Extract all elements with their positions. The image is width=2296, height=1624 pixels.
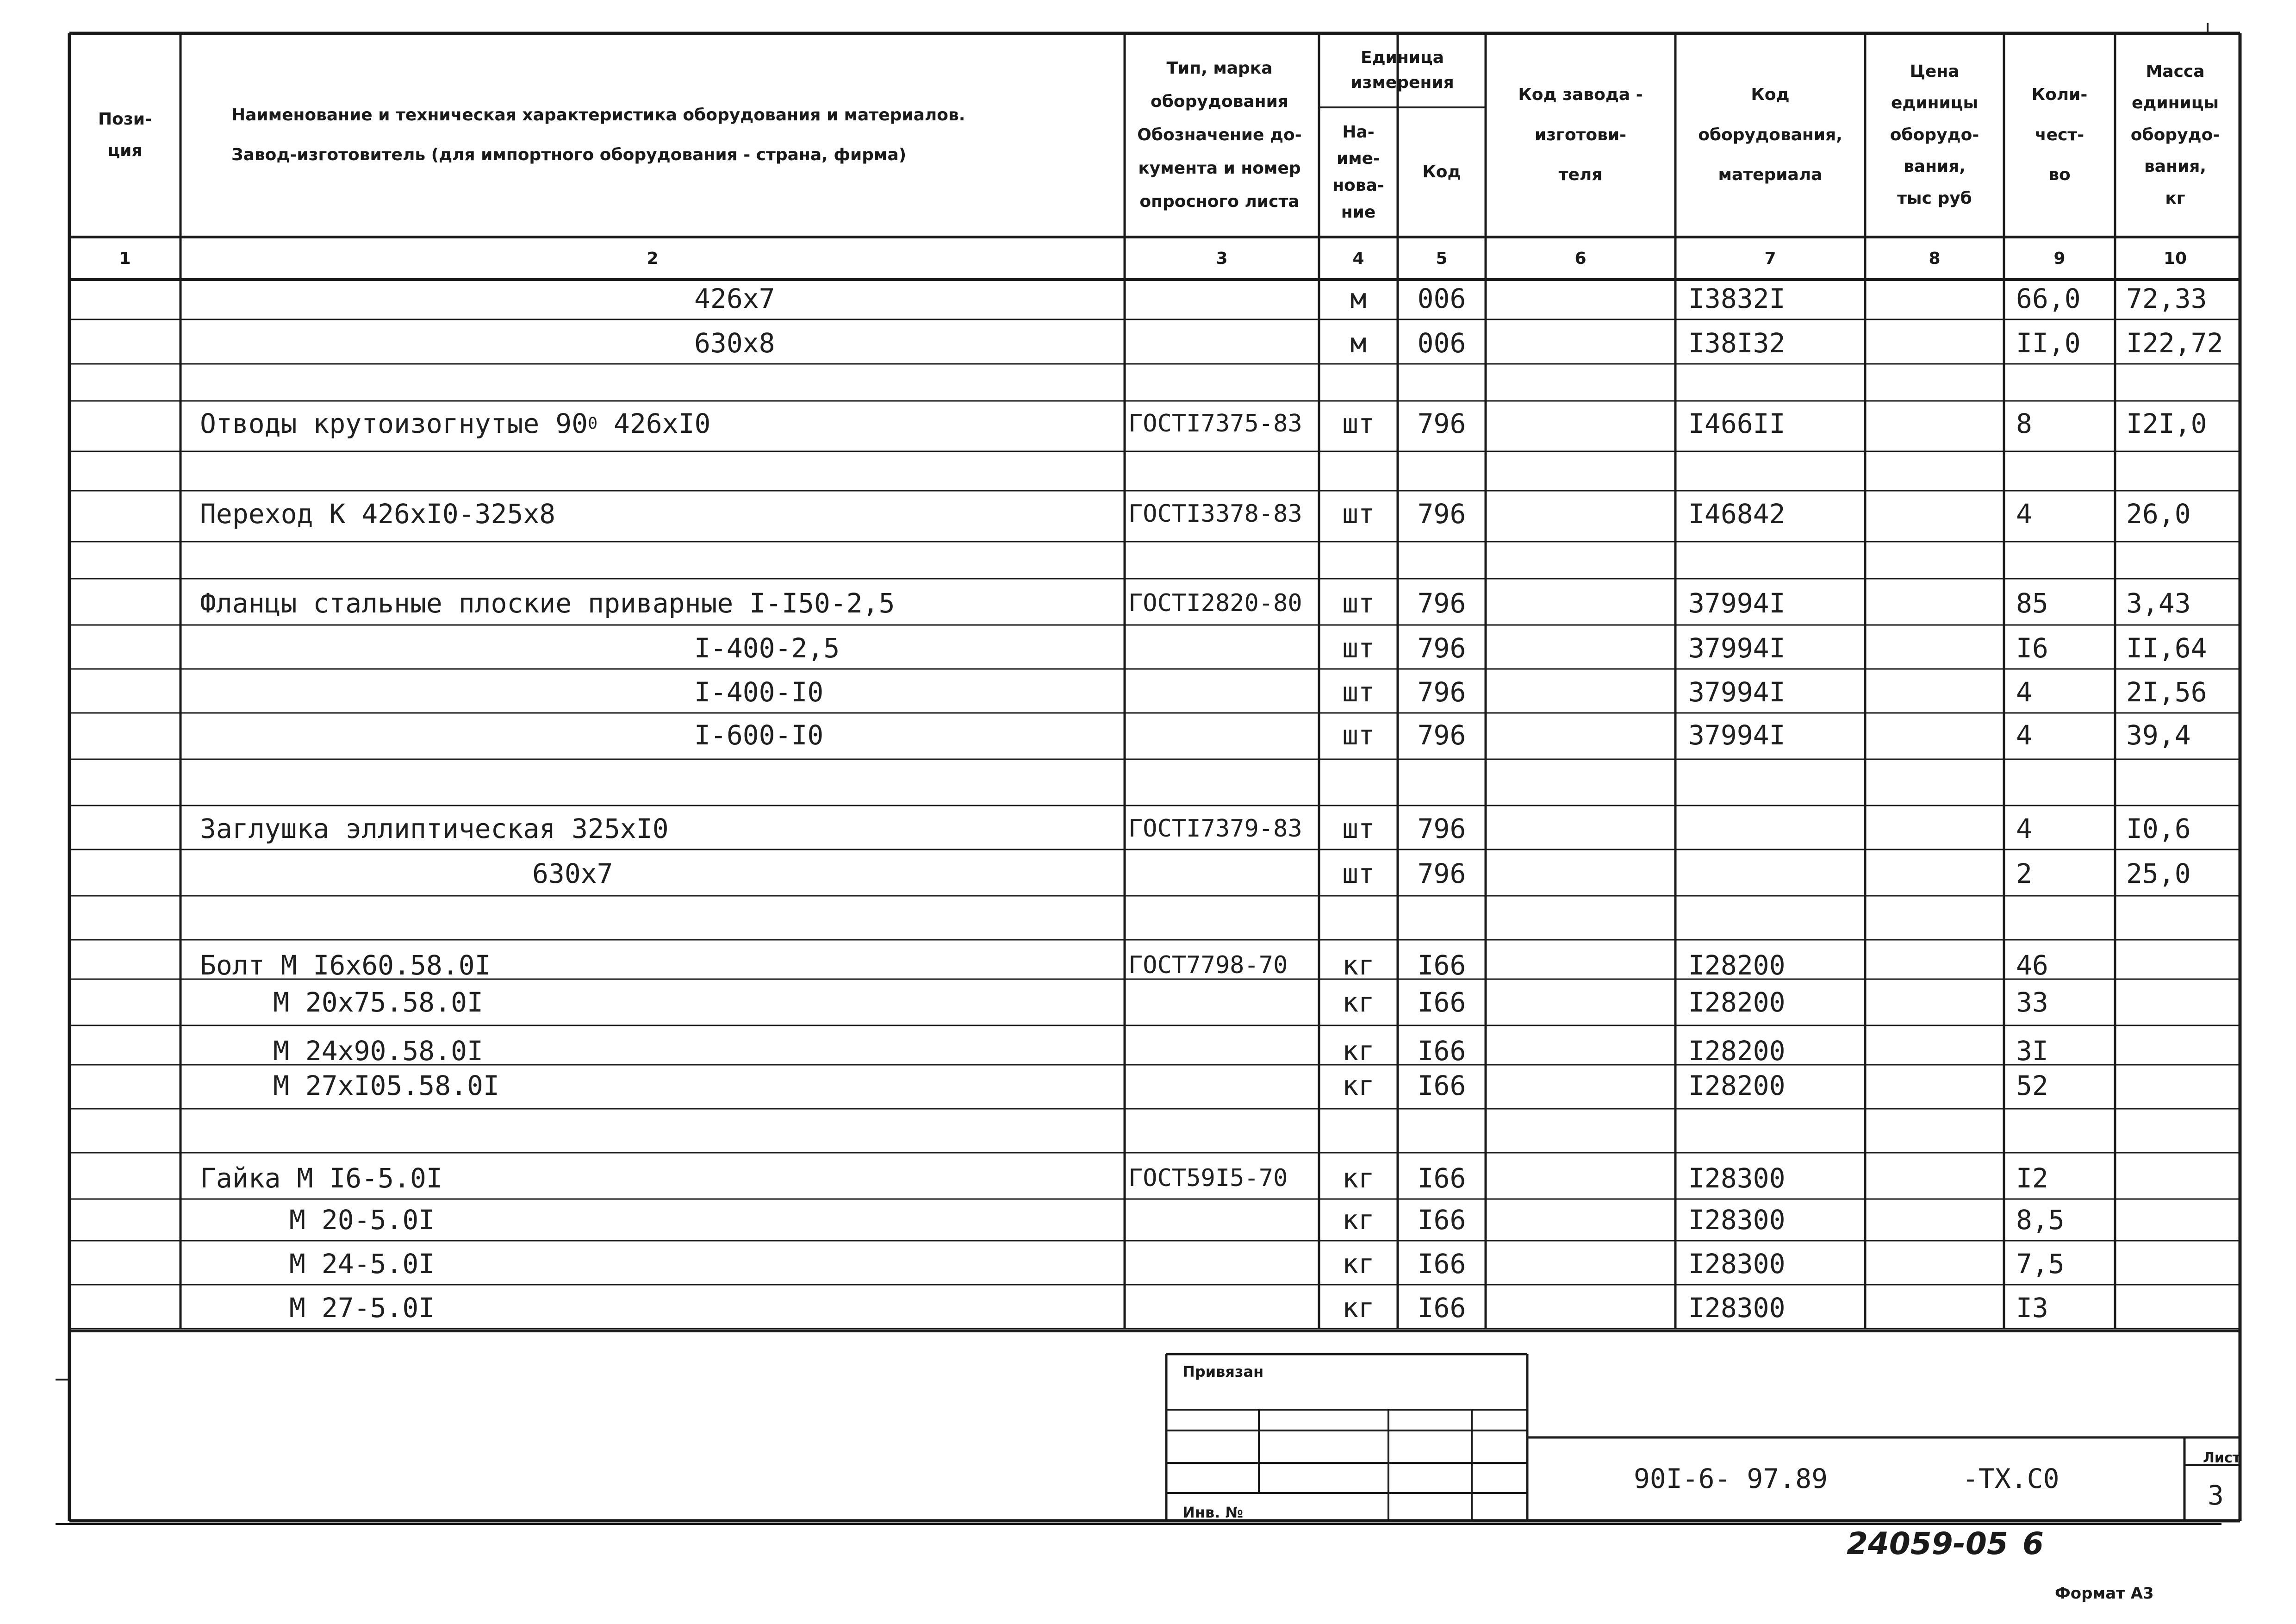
item-unit-code: I66 — [1417, 987, 1466, 1018]
item-code: I38I32 — [1688, 327, 1786, 359]
item-mass: I22,72 — [2126, 327, 2223, 359]
column-number: 8 — [1929, 249, 1941, 268]
item-name-text: Отводы крутоизогнутые 90 — [200, 408, 588, 439]
item-document — [1128, 461, 1317, 493]
item-unit-code: I66 — [1417, 1248, 1466, 1280]
item-quantity — [2016, 764, 2113, 796]
item-unit-code: 006 — [1417, 327, 1466, 359]
item-code: I46842 — [1688, 498, 1786, 530]
item-code: I28200 — [1688, 949, 1786, 981]
item-quantity: 85 — [2016, 587, 2048, 619]
item-unit: кг — [1342, 1204, 1375, 1236]
item-unit-code: 796 — [1417, 858, 1466, 889]
item-unit-code: 796 — [1417, 498, 1466, 530]
item-mass: I0,6 — [2126, 813, 2191, 844]
item-name: М 27-5.0I — [289, 1292, 435, 1324]
item-quantity: 4 — [2016, 719, 2032, 751]
item-mass — [2126, 1113, 2235, 1146]
item-unit-code: 796 — [1417, 587, 1466, 619]
item-unit-code — [1398, 903, 1486, 935]
item-mass: 26,0 — [2126, 498, 2191, 530]
item-mass — [2126, 949, 2235, 981]
item-name: М 20x75.58.0I — [273, 987, 483, 1018]
item-document — [1128, 282, 1317, 315]
sheet-number: 3 — [2208, 1480, 2224, 1511]
item-unit-code: 796 — [1417, 632, 1466, 664]
column-number: 5 — [1436, 249, 1448, 268]
item-document: ГОСТI7379-83 — [1128, 815, 1302, 843]
item-code — [1688, 550, 1864, 582]
item-quantity: 3I — [2016, 1035, 2048, 1067]
item-quantity: 4 — [2016, 498, 2032, 530]
item-unit: кг — [1342, 987, 1375, 1018]
document-code: -ТХ.С0 — [1962, 1463, 2060, 1494]
header-type: Тип, марка оборудования Обозначение до- кумента и номер опросного листа — [1137, 59, 1302, 211]
item-name: М 27xI05.58.0I — [273, 1070, 499, 1101]
bound-label: Привязан — [1182, 1363, 1264, 1380]
item-code — [1688, 371, 1864, 404]
item-unit: кг — [1342, 1248, 1375, 1280]
header-unit-code: Код — [1422, 162, 1461, 181]
item-quantity — [2016, 461, 2113, 493]
item-code — [1688, 1113, 1864, 1146]
item-mass: II,64 — [2126, 632, 2207, 664]
column-number: 3 — [1216, 249, 1228, 268]
item-code: I28300 — [1688, 1204, 1786, 1236]
item-document: ГОСТI3378-83 — [1128, 500, 1302, 528]
item-document: ГОСТ59I5-70 — [1128, 1164, 1288, 1192]
item-quantity: I6 — [2016, 632, 2048, 664]
item-unit: кг — [1342, 1035, 1375, 1067]
item-document — [1128, 327, 1317, 359]
item-document: ГОСТ7798-70 — [1128, 951, 1288, 979]
item-mass — [2126, 1292, 2235, 1324]
item-code: I28300 — [1688, 1292, 1786, 1324]
item-mass: 3,43 — [2126, 587, 2191, 619]
sheet-label: Лист — [2203, 1450, 2241, 1466]
item-mass: 39,4 — [2126, 719, 2191, 751]
item-document — [1128, 903, 1317, 935]
header-price: Цена единицы оборудо- вания, тыс руб — [1890, 62, 1979, 208]
item-quantity: II,0 — [2016, 327, 2081, 359]
item-name — [200, 407, 710, 440]
header-name: Наименование и техническая характеристика оборудования и материалов. Завод-изготовитель (для импортного оборудования - страна, фирма) — [231, 105, 965, 164]
item-mass — [2126, 1069, 2235, 1102]
stamp-number: 24059-05 — [1847, 1526, 2008, 1562]
item-code: 37994I — [1688, 587, 1786, 619]
item-unit-code: I66 — [1417, 1035, 1466, 1067]
item-unit-code: 796 — [1417, 408, 1466, 439]
item-unit-code: 796 — [1417, 719, 1466, 751]
item-quantity: I3 — [2016, 1292, 2048, 1324]
header-unit-group: Единица измерения — [1350, 48, 1454, 92]
item-quantity: 66,0 — [2016, 283, 2081, 314]
item-quantity: 7,5 — [2016, 1248, 2065, 1280]
item-unit: шт — [1342, 498, 1375, 530]
item-name: Фланцы стальные плоские приварные I-I50-2,5 — [200, 587, 895, 619]
item-quantity: 33 — [2016, 987, 2048, 1018]
item-mass — [2126, 371, 2235, 404]
item-mass — [2126, 1162, 2235, 1194]
item-quantity: 4 — [2016, 676, 2032, 708]
item-unit — [1319, 550, 1398, 582]
column-number: 1 — [119, 249, 131, 268]
item-quantity: 8 — [2016, 408, 2032, 439]
item-mass: 25,0 — [2126, 858, 2191, 889]
item-document — [1128, 857, 1317, 890]
item-name: М 24x90.58.0I — [273, 1035, 483, 1067]
item-document — [1128, 1248, 1317, 1280]
item-unit: кг — [1342, 1070, 1375, 1101]
item-unit: шт — [1342, 719, 1375, 751]
item-name: I-400-I0 — [694, 676, 824, 708]
header-mass: Масса единицы оборудо- вания, кг — [2130, 62, 2220, 208]
item-unit-code: 796 — [1417, 813, 1466, 844]
item-unit-code — [1398, 764, 1486, 796]
item-code: 37994I — [1688, 676, 1786, 708]
item-unit-code: I66 — [1417, 1162, 1466, 1194]
stamp-page: 6 — [2022, 1526, 2044, 1562]
item-quantity — [2016, 550, 2113, 582]
item-document — [1128, 1113, 1317, 1146]
item-code — [1688, 903, 1864, 935]
item-name: 426x7 — [694, 283, 775, 314]
item-code: 37994I — [1688, 632, 1786, 664]
item-unit-code: I66 — [1417, 1070, 1466, 1101]
column-number: 2 — [647, 249, 659, 268]
item-name: 630x8 — [694, 327, 775, 359]
item-mass — [2126, 1204, 2235, 1236]
item-mass — [2126, 1035, 2235, 1067]
item-unit-code — [1398, 1113, 1486, 1146]
item-code: I466II — [1688, 408, 1786, 439]
document-number: 90I-6- 97.89 — [1634, 1463, 1828, 1494]
item-document — [1128, 1069, 1317, 1102]
item-unit: м — [1350, 327, 1367, 359]
item-unit-code: I66 — [1417, 949, 1466, 981]
item-document — [1128, 371, 1317, 404]
item-unit: кг — [1342, 1292, 1375, 1324]
item-document — [1128, 632, 1317, 664]
item-document: ГОСТI2820-80 — [1128, 589, 1302, 617]
item-name: I-600-I0 — [694, 719, 824, 751]
inventory-label: Инв. № — [1182, 1504, 1243, 1521]
item-unit-code — [1398, 550, 1486, 582]
item-unit-code — [1398, 371, 1486, 404]
item-quantity — [2016, 371, 2113, 404]
item-code: I28300 — [1688, 1248, 1786, 1280]
item-mass — [2126, 903, 2235, 935]
format-label: Формат А3 — [2055, 1584, 2154, 1603]
item-document — [1128, 1292, 1317, 1324]
item-quantity — [2016, 903, 2113, 935]
item-mass: I2I,0 — [2126, 408, 2207, 439]
item-unit: шт — [1342, 813, 1375, 844]
header-unit-name: На- име- нова- ние — [1332, 122, 1384, 222]
header-factory-code: Код завода - изготови- теля — [1518, 85, 1643, 185]
header-quantity: Коли- чест- во — [2031, 85, 2088, 185]
item-quantity: 2 — [2016, 858, 2032, 889]
column-number: 9 — [2053, 249, 2066, 268]
item-unit-code: 006 — [1417, 283, 1466, 314]
item-code — [1688, 461, 1864, 493]
item-document — [1128, 986, 1317, 1018]
item-name: Гайка М I6-5.0I — [200, 1162, 442, 1194]
item-mass: 72,33 — [2126, 283, 2207, 314]
item-unit-code: I66 — [1417, 1204, 1466, 1236]
item-name: I-400-2,5 — [694, 632, 840, 664]
item-quantity: 52 — [2016, 1070, 2048, 1101]
item-mass — [2126, 461, 2235, 493]
item-document — [1128, 764, 1317, 796]
header-position: Пози- ция — [98, 109, 152, 160]
item-code: I28200 — [1688, 987, 1786, 1018]
item-unit: шт — [1342, 858, 1375, 889]
item-quantity: 4 — [2016, 813, 2032, 844]
item-document — [1128, 676, 1317, 708]
item-code: I3832I — [1688, 283, 1786, 314]
item-name: М 24-5.0I — [289, 1248, 435, 1280]
item-name: М 20-5.0I — [289, 1204, 435, 1236]
item-unit-code: I66 — [1417, 1292, 1466, 1324]
item-code: I28200 — [1688, 1035, 1786, 1067]
item-mass — [2126, 1248, 2235, 1280]
item-mass — [2126, 550, 2235, 582]
item-quantity: 46 — [2016, 949, 2048, 981]
item-name: Переход К 426xI0-325x8 — [200, 498, 556, 530]
item-code: I28300 — [1688, 1162, 1786, 1194]
item-unit: шт — [1342, 587, 1375, 619]
column-number: 7 — [1764, 249, 1776, 268]
column-number: 10 — [2163, 249, 2187, 268]
item-unit: шт — [1342, 408, 1375, 439]
item-code: I28200 — [1688, 1070, 1786, 1101]
item-unit: шт — [1342, 676, 1375, 708]
item-name-tail: 426xI0 — [597, 408, 711, 439]
item-document — [1128, 719, 1317, 751]
item-quantity: I2 — [2016, 1162, 2048, 1194]
item-code: 37994I — [1688, 719, 1786, 751]
item-unit — [1319, 371, 1398, 404]
item-unit — [1319, 764, 1398, 796]
item-unit: шт — [1342, 632, 1375, 664]
header-equipment-code: Код оборудования, материала — [1698, 85, 1842, 185]
column-number: 4 — [1352, 249, 1364, 268]
item-code — [1688, 764, 1864, 796]
item-name: Заглушка эллиптическая 325xI0 — [200, 813, 669, 844]
item-document — [1128, 1204, 1317, 1236]
item-unit: кг — [1342, 1162, 1375, 1194]
item-unit: кг — [1342, 949, 1375, 981]
item-code — [1688, 812, 1864, 845]
item-unit — [1319, 1113, 1398, 1146]
degree-superscript: 0 — [588, 414, 598, 433]
item-name: 630x7 — [532, 858, 613, 889]
item-document — [1128, 1035, 1317, 1067]
item-mass — [2126, 986, 2235, 1018]
item-unit — [1319, 903, 1398, 935]
item-mass: 2I,56 — [2126, 676, 2207, 708]
item-document: ГОСТI7375-83 — [1128, 410, 1302, 437]
item-mass — [2126, 764, 2235, 796]
item-name: Болт М I6x60.58.0I — [200, 949, 491, 981]
item-quantity: 8,5 — [2016, 1204, 2065, 1236]
item-code — [1688, 857, 1864, 890]
item-document — [1128, 550, 1317, 582]
item-quantity — [2016, 1113, 2113, 1146]
item-unit — [1319, 461, 1398, 493]
item-unit-code: 796 — [1417, 676, 1466, 708]
column-number: 6 — [1574, 249, 1587, 268]
item-unit: м — [1350, 283, 1367, 314]
item-unit-code — [1398, 461, 1486, 493]
